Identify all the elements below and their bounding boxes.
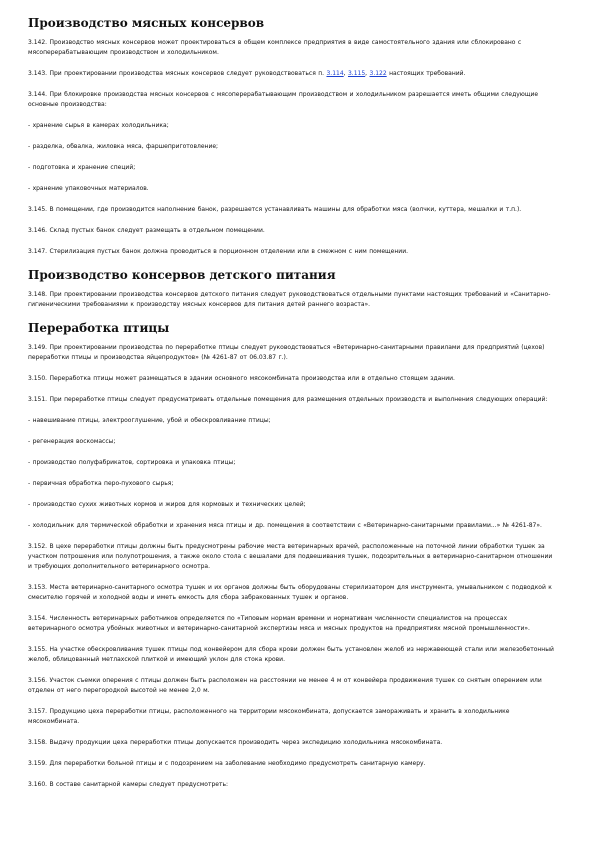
list-item: - подготовка и хранение специй; [28, 164, 136, 171]
list-item: - первичная обработка перо-пухового сырья; [28, 480, 174, 487]
paragraph-3-155: 3.155. На участке обескровливания тушек птицы под конвейером для сбора крови должен быть установлен желоб из нержавеющей стали или железобетонный желоб, облицованный метлахской плиткой и имеющий уклон для стока крови. [28, 646, 554, 663]
paragraph-3-150: 3.150. Переработка птицы может размещаться в здании основного мясокомбината производства или в отдельно стоящем здании. [28, 375, 455, 382]
paragraph-3-156: 3.156. Участок съемки оперения с птицы должен быть расположен на расстоянии не менее 4 м от конвейера продвижения тушек со снятым оперением или отделен от него перегородкой высотой не менее 2,0 м. [28, 677, 542, 694]
paragraph-3-152: 3.152. В цехе переработки птицы должны быть предусмотрены рабочие места ветеринарных врачей, расположенные на поточной линии обработки тушек за участком потрошения или полупотрошения, а также около стола с вешалами для подвешивания тушек, подозрительных в ветеринарно-санитарном отношении и требующих дополнительного ветеринарного осмотра. [28, 543, 553, 570]
separator: , [343, 70, 348, 77]
section-title-meat-canning: Производство мясных консервов [28, 16, 265, 30]
paragraph-3-154: 3.154. Численность ветеринарных работников определяется по «Типовым нормам времени и нормативам численности специалистов на процессах ветеринарного осмотра убойных животных и ветеринарно-санитарной экспертизы мяса и мясных продуктов на предприятиях мясной промышленности». [28, 615, 530, 632]
paragraph-3-148: 3.148. При проектировании производства консервов детского питания следует руководствоваться отдельными пунктами настоящих требований и «Санитарно-гигиеническими требованиями к производству мясных консервов для питания детей раннего возраста». [28, 291, 551, 308]
link-3-122[interactable]: 3.122 [369, 70, 387, 77]
list-item: - разделка, обвалка, жиловка мяса, фаршеприготовление; [28, 143, 219, 150]
list-item: - хранение упаковочных материалов. [28, 185, 149, 192]
list-item: - холодильник для термической обработки и хранения мяса птицы и др. помещения в соответствии с «Ветеринарно-санитарными правилами...» № 4261-87». [28, 522, 542, 529]
paragraph-3-143 [28, 69, 555, 79]
list-item: - хранение сырья в камерах холодильника; [28, 122, 169, 129]
paragraph-3-143-text: 3.143. При проектировании производства мясных консервов следует руководствоваться п. [28, 70, 327, 77]
paragraph-3-143-tail: настоящих требований. [386, 70, 466, 77]
link-3-114[interactable]: 3.114 [326, 70, 344, 77]
paragraph-3-159: 3.159. Для переработки больной птицы и с подозрением на заболевание необходимо предусмотреть санитарную камеру. [28, 760, 426, 767]
paragraph-3-158: 3.158. Выдачу продукции цеха переработки птицы допускается производить через экспедицию холодильника мясокомбината. [28, 739, 443, 746]
paragraph-3-147: 3.147. Стерилизация пустых банок должна проводиться в порционном отделении или в смежном с ним помещении. [28, 248, 409, 255]
paragraph-3-145: 3.145. В помещении, где производится наполнение банок, разрешается устанавливать машины для обработки мяса (волчки, куттера, мешалки и т.п.). [28, 206, 522, 213]
paragraph-3-149: 3.149. При проектировании производства по переработке птицы следует руководствоваться «Ветеринарно-санитарными правилами для предприятий (цехов) переработки птицы и производства яйцепродуктов» (№ 4261-87 от 06.03.87 г.). [28, 344, 545, 361]
paragraph-3-153: 3.153. Места ветеринарно-санитарного осмотра тушек и их органов должны быть оборудованы стерилизатором для инструмента, умывальником с подводкой к смесителю горячей и холодной воды и иметь емкость для сбора забракованных тушек и органов. [28, 584, 552, 601]
paragraph-3-144: 3.144. При блокировке производства мясных консервов с мясоперерабатывающим производством и холодильником разрешается иметь общими следующие основные производства: [28, 91, 539, 108]
paragraph-3-146: 3.146. Склад пустых банок следует размещать в отдельном помещении. [28, 227, 265, 234]
paragraph-3-151: 3.151. При переработке птицы следует предусматривать отдельные помещения для размещения отдельных производств и выполнения следующих операций: [28, 396, 548, 403]
section-title-baby-food: Производство консервов детского питания [28, 268, 336, 282]
link-3-115[interactable]: 3.115 [347, 70, 366, 77]
list-item: - производство полуфабрикатов, сортировка и упаковка птицы; [28, 459, 236, 466]
list-item: - регенерация воскомассы; [28, 438, 116, 445]
paragraph-3-160: 3.160. В составе санитарной камеры следует предусмотреть: [28, 781, 229, 788]
list-item: - навешивание птицы, электрооглушение, убой и обескровливание птицы; [28, 417, 271, 424]
list-item: - производство сухих животных кормов и жиров для кормовых и технических целей; [28, 501, 306, 508]
paragraph-3-157: 3.157. Продукцию цеха переработки птицы, расположенного на территории мясокомбината, допускается замораживать и хранить в холодильнике мясокомбината. [28, 708, 510, 725]
paragraph-3-142: 3.142. Производство мясных консервов может проектироваться в общем комплексе предприятия в виде самостоятельного здания или сблокировано с мясоперерабатывающим производством и холодильником. [28, 39, 522, 56]
separator: , [365, 70, 370, 77]
section-title-poultry: Переработка птицы [28, 321, 170, 335]
